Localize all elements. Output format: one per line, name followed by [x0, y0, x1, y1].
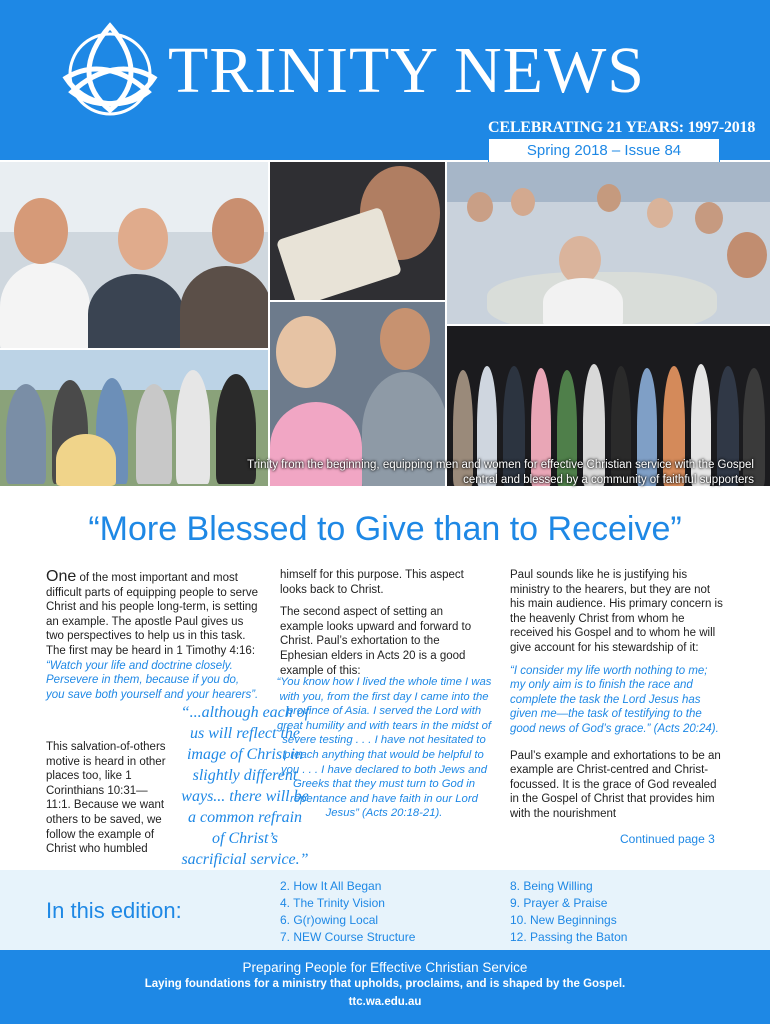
photo-outdoor-gathering — [0, 350, 268, 486]
continued-link[interactable]: Continued page 3 — [620, 832, 715, 846]
col3-quote: “I consider my life worth nothing to me; my only aim is to finish the race and complete the task the Lord Jesus has given me—the task of testifying to the good news of God’s grace.” (Acts 20:24). — [510, 664, 719, 735]
footer-tagline: Preparing People for Effective Christian Service — [242, 960, 528, 975]
photo-founders — [0, 162, 268, 348]
edition-item[interactable]: 6. G(r)owing Local — [280, 913, 379, 927]
edition-heading: In this edition: — [46, 898, 182, 923]
newsletter-title: TRINITY NEWS — [168, 34, 645, 107]
edition-item[interactable]: 10. New Beginnings — [510, 913, 617, 927]
pull-quote: “...although each of us will reflect the image of Christ in slightly different ways... there will be a common refrain of Christ’s sacrificial service.” — [180, 704, 310, 868]
anniversary-text: CELEBRATING 21 YEARS: 1997-2018 — [488, 119, 756, 136]
col1-quote: “Watch your life and doctrine closely. Persevere in them, because if you do, you save both yourself and your hearers”. — [46, 659, 259, 701]
edition-item[interactable]: 2. How It All Began — [280, 879, 382, 893]
article-column-2 — [280, 568, 480, 686]
edition-item[interactable]: 9. Prayer & Praise — [510, 896, 608, 910]
edition-item[interactable]: 4. The Trinity Vision — [280, 896, 385, 910]
edition-list-left — [280, 878, 415, 946]
col2-paragraph-1: himself for this purpose. This aspect looks back to Christ. — [280, 569, 464, 596]
trinity-logo-icon — [58, 18, 162, 122]
edition-item[interactable]: 12. Passing the Baton — [510, 930, 628, 944]
photo-fellowship-table — [447, 162, 770, 324]
photo-study — [270, 162, 445, 300]
article-column-1 — [46, 570, 260, 710]
article-column-3 — [510, 568, 724, 830]
footer-mission: Laying foundations for a ministry that upholds, proclaims, and is shaped by the Gospel. — [144, 978, 626, 990]
acts-quote: “You know how I lived the whole time I was with you, from the first day I came into the province of Asia. I served the Lord with great humility and with tears in the midst of severe testing . . . I have not hesitated to preach anything that would be helpful to you . . . I have declared to both Jews and Greeks that they must turn to God in repentance and have faith in our Lord Jesus” (Acts 20:18-21). — [276, 676, 492, 820]
article-headline: “More Blessed to Give than to Receive” — [88, 510, 682, 548]
footer-url[interactable]: ttc.wa.edu.au — [348, 996, 422, 1008]
edition-item[interactable]: 8. Being Willing — [510, 879, 593, 893]
col2-paragraph-2: The second aspect of setting an example looks upward and forward to Christ. Paul’s exhortation to the Ephesian elders in Acts 20 is a good example of this: — [280, 606, 472, 677]
col3-paragraph-2: Paul’s example and exhortations to be an example are Christ-centred and Christ-focussed. It is the grace of God revealed in the Gospel of Christ that provides him with the nourishment — [510, 749, 721, 820]
edition-item[interactable]: 7. NEW Course Structure — [280, 930, 416, 944]
masthead — [0, 0, 770, 160]
issue-label: Spring 2018 – Issue 84 — [488, 138, 720, 164]
drop-word: One — [46, 568, 77, 585]
col1-paragraph-1: of the most important and most difficult parts of equipping people to serve Christ and his people long-term, is setting an example. The apostle Paul gives us two perspectives to help us in this task. The first may be heard in 1 Timothy 4:16: — [46, 572, 259, 657]
edition-list-right — [510, 878, 627, 946]
col1-paragraph-2: This salvation-of-others motive is heard in other places too, like 1 Corinthians 10:31—11:1. Because we want others to be saved, we follow the example of Christ who humbled — [46, 741, 166, 856]
collage-caption: Trinity from the beginning, equipping men and women for effective Christian service with the Gospel central and blessed by a community of faithful supporters — [247, 459, 754, 486]
article-column-1-lower — [46, 740, 172, 865]
col3-paragraph-1: Paul sounds like he is justifying his ministry to the hearers, but they are not his main audience. His primary concern is the heavenly Christ from whom he received his Gospel and to whom he will give account for his stewardship of it: — [510, 569, 723, 654]
